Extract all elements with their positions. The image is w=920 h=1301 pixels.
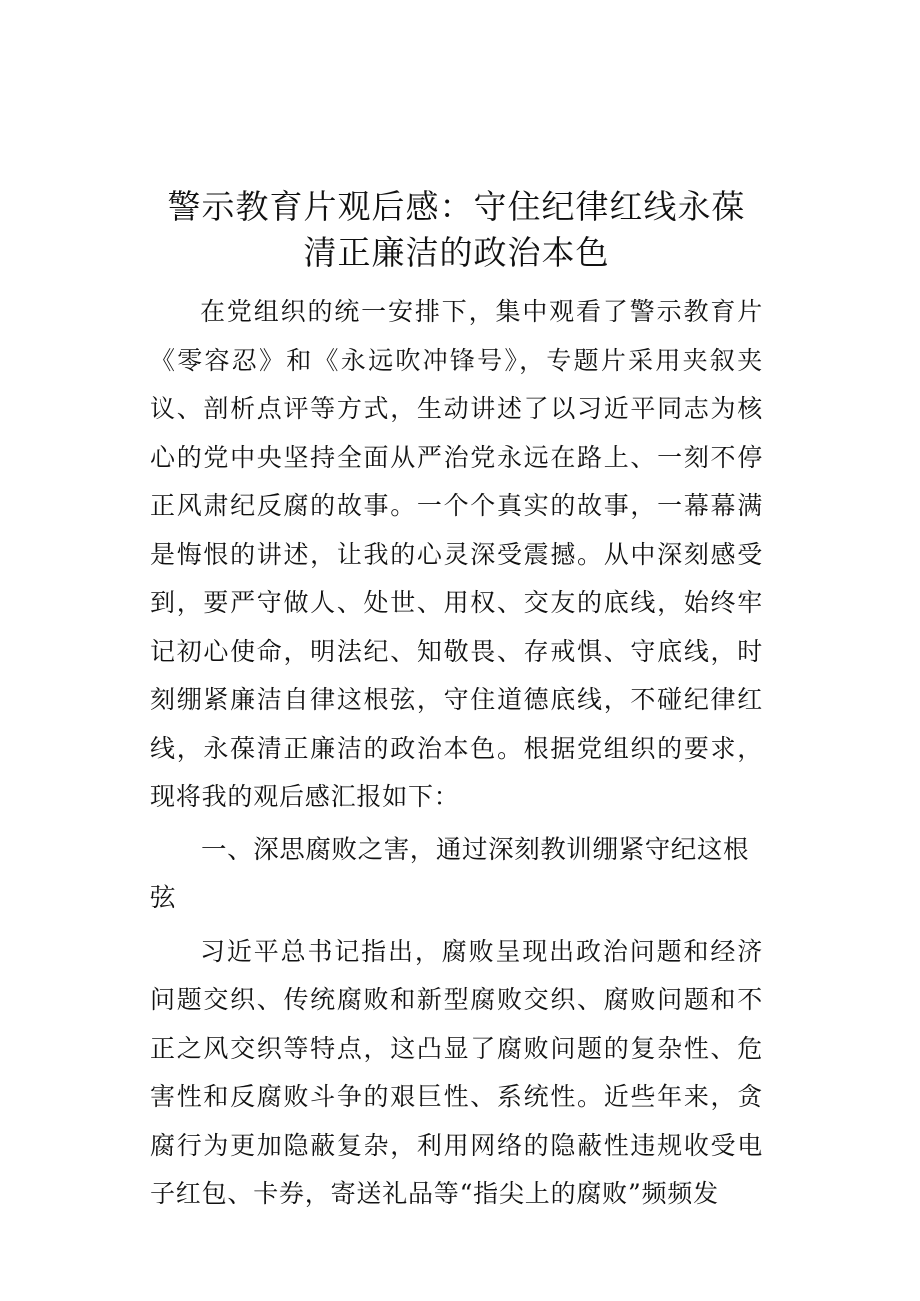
document-title	[150, 184, 763, 276]
section-heading-1: 一、深思腐败之害，通过深刻教训绷紧守纪这根弦	[150, 834, 750, 913]
document-page	[150, 184, 763, 1219]
paragraph-intro: 在党组织的统一安排下，集中观看了警示教育片《零容忍》和《永远吹冲锋号》，专题片采用夹叙夹议、剖析点评等方式，生动讲述了以习近平同志为核心的党中央坚持全面从严治党永远在路上、一刻不停正风肃纪反腐的故事。一个个真实的故事，一幕幕满是悔恨的讲述，让我的心灵深受震撼。从中深刻感受到，要严守做人、处世、用权、交友的底线，始终牢记初心使命，明法纪、知敬畏、存戒惧、守底线，时刻绷紧廉洁自律这根弦，守住道德底线，不碰纪律红线，永葆清正廉洁的政治本色。根据党组织的要求，现将我的观后感汇报如下：	[150, 297, 763, 811]
paragraph-section-1: 习近平总书记指出，腐败呈现出政治问题和经济问题交织、传统腐败和新型腐败交织、腐败问题和不正之风交织等特点，这凸显了腐败问题的复杂性、危害性和反腐败斗争的艰巨性、系统性。近些年来，贪腐行为更加隐蔽复杂，利用网络的隐蔽性违规收受电子红包、卡券，寄送礼品等“指尖上的腐败”频频发	[150, 936, 763, 1208]
title-line-2: 清正廉洁的政治本色	[303, 233, 610, 272]
title-line-1: 警示教育片观后感：守住纪律红线永葆	[167, 187, 746, 226]
